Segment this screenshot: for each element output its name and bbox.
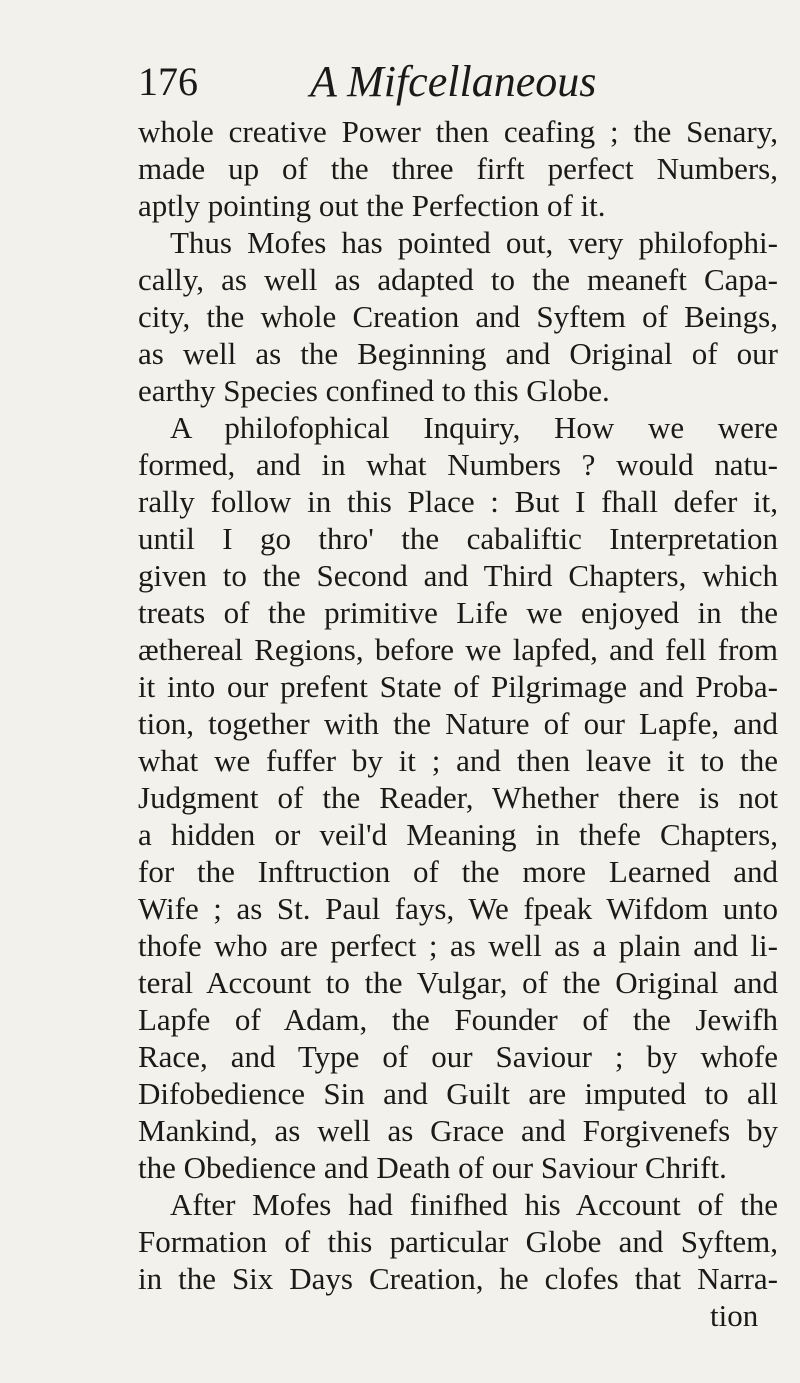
text-line: earthy Species confined to this Globe. <box>138 373 610 408</box>
text-line: Race, and Type of our Saviour ; by whofe <box>138 1039 778 1074</box>
text-line: Wife ; as St. Paul fays, We fpeak Wifdom unto <box>138 891 778 926</box>
text-line: Mankind, as well as Grace and Forgivenefs by <box>138 1113 778 1148</box>
text-line: treats of the primitive Life we enjoyed in the <box>138 595 778 630</box>
text-line: rally follow in this Place : But I fhall defer it, <box>138 484 778 519</box>
text-line: until I go thro' the cabaliftic Interpretation <box>138 521 778 556</box>
text-line: teral Account to the Vulgar, of the Original and <box>138 965 778 1000</box>
text-line: what we fuffer by it ; and then leave it to the <box>138 743 778 778</box>
text-line: city, the whole Creation and Syftem of Beings, <box>138 299 778 334</box>
text-line: given to the Second and Third Chapters, which <box>138 558 778 593</box>
text-line: tion, together with the Nature of our Lapfe, and <box>138 706 778 741</box>
text-line: formed, and in what Numbers ? would natu- <box>138 447 778 482</box>
text-line: whole creative Power then ceafing ; the Senary, <box>138 114 778 149</box>
running-title: A Mifcellaneous <box>310 57 597 106</box>
text-line: Lapfe of Adam, the Founder of the Jewifh <box>138 1002 778 1037</box>
catchword: tion <box>710 1298 759 1333</box>
text-line: æthereal Regions, before we lapfed, and fell from <box>138 632 778 667</box>
text-line: aptly pointing out the Perfection of it. <box>138 188 606 223</box>
text-line: in the Six Days Creation, he clofes that Narra- <box>138 1261 778 1296</box>
text-line: Thus Mofes has pointed out, very philofophi- <box>170 225 778 260</box>
text-line: A philofophical Inquiry, How we were <box>170 410 778 445</box>
text-line: it into our prefent State of Pilgrimage and Proba- <box>138 669 778 704</box>
text-line: a hidden or veil'd Meaning in thefe Chapters, <box>138 817 778 852</box>
text-line: thofe who are perfect ; as well as a plain and li- <box>138 928 778 963</box>
text-line: the Obedience and Death of our Saviour Chrift. <box>138 1150 727 1185</box>
text-line: Judgment of the Reader, Whether there is not <box>138 780 778 815</box>
text-line: After Mofes had finifhed his Account of the <box>170 1187 778 1222</box>
text-line: Difobedience Sin and Guilt are imputed to all <box>138 1076 778 1111</box>
text-line: made up of the three firft perfect Numbers, <box>138 151 778 186</box>
text-line: cally, as well as adapted to the meaneft Capa- <box>138 262 778 297</box>
text-line: as well as the Beginning and Original of our <box>138 336 778 371</box>
text-line: for the Inftruction of the more Learned and <box>138 854 778 889</box>
page-number: 176 <box>138 59 198 104</box>
text-line: Formation of this particular Globe and Syftem, <box>138 1224 778 1259</box>
